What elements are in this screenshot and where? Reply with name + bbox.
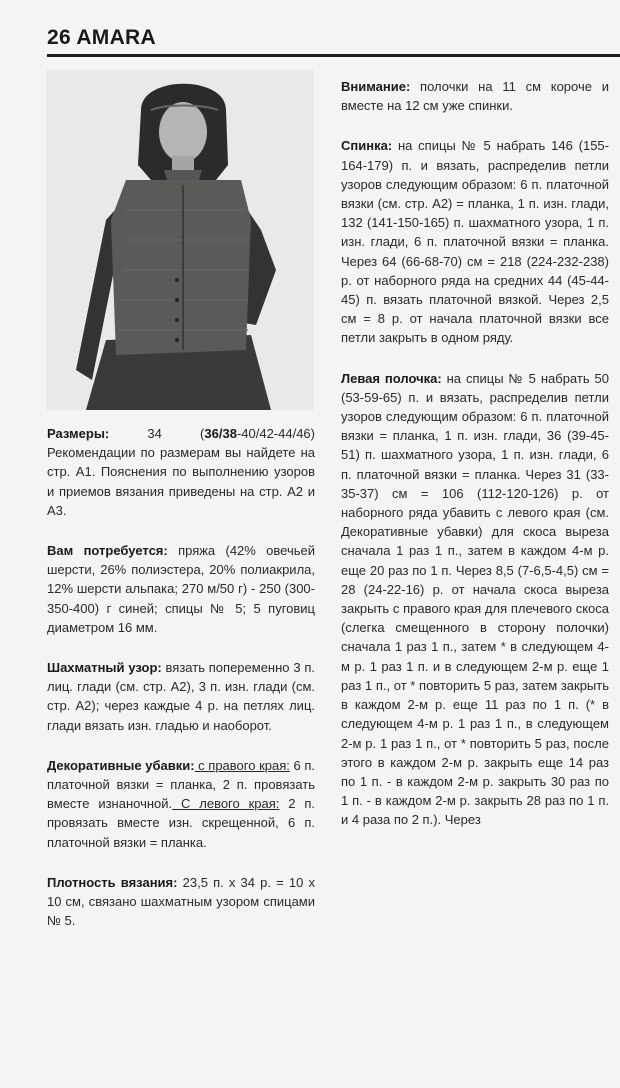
gauge-label: Плотность вязания: xyxy=(47,874,178,890)
attention-paragraph xyxy=(341,77,609,115)
left-front-label: Левая полочка: xyxy=(341,370,442,386)
sizes-paragraph xyxy=(47,424,315,520)
gauge-text: 23,5 п. х 34 р. = 10 х 10 см, связано шахматным узором спицами № 5. xyxy=(47,874,316,929)
sizes-text: Рекомендации по размерам вы найдете на стр. А1. Пояснения по выполнению узоров и приемов вязания приведены на стр. А2 и А3. xyxy=(47,445,315,518)
left-text-column xyxy=(47,424,315,951)
back-paragraph xyxy=(341,136,609,347)
sizes-label: Размеры: xyxy=(47,426,110,441)
right-text-column xyxy=(341,77,609,851)
materials-text: пряжа (42% овечьей шерсти, 26% полиэстера, 20% полиакрила, 12% шерсти альпака; 270 м/50 г) - 250 (300-350-400) г синей; спицы № 5; 5 пуговиц диаметром 16 мм. xyxy=(47,543,316,635)
page-header xyxy=(47,24,620,57)
decreases-paragraph xyxy=(47,756,315,852)
checker-text: вязать попеременно 3 п. лиц. глади (см. стр. А2), 3 п. изн. глади (см. стр. А2); через каждые 4 р. на петлях лиц. глади вязать изн. гладью и наоборот. xyxy=(47,660,316,733)
attention-text: полочки на 11 см короче и вместе на 12 см уже спинки. xyxy=(341,79,609,114)
checker-label: Шахматный узор: xyxy=(47,660,162,676)
materials-paragraph xyxy=(47,541,315,637)
decreases-label: Декоративные убавки: xyxy=(47,757,195,773)
checker-paragraph xyxy=(47,658,315,735)
decreases-right-text: 6 п. платочной вязки = планка, 2 п. провязать вместе изнаночной. xyxy=(47,757,316,812)
sizes-highlight: 36/38 xyxy=(204,426,237,441)
gauge-paragraph xyxy=(47,873,315,931)
decreases-left-label: С левого края: xyxy=(172,796,280,812)
model-illustration xyxy=(46,70,314,410)
decreases-right-label: с правого края: xyxy=(194,757,290,773)
attention-label: Внимание: xyxy=(341,79,411,94)
sizes-value: 34 ( xyxy=(109,426,205,441)
back-text: на спицы № 5 набрать 146 (155-164-179) п. и вязать, распределив петли узоров следующим образом: 6 п. платочной вязки (см. стр. А2) = планка, 1 п. изн. глади, 132 (141-150-165) п. шахматного узора, 1 п. изн. глади, 6 п. платочной вязки = планка. Через 64 (66-68-70) см = 218 (224-232-238) р. от наборного ряда на средних 44 (45-44-45) п. вязать платочной вязкой. Через 2,5 см = 8 р. от начала платочной вязки все петли закрыть в одном ряду. xyxy=(341,138,609,346)
back-label: Спинка: xyxy=(341,138,393,154)
pattern-title: 26 AMARA xyxy=(47,26,156,49)
sizes-value-rest: -40/42-44/46) xyxy=(236,426,315,441)
left-front-text: на спицы № 5 набрать 50 (53-59-65) п. и вязать, распределив петли узоров следующим образом: 6 п. платочной вязки = планка, 1 п. изн. глади, 36 (39-45-51) п. шахматного узора, 1 п. изн. глади, 6 п. платочной вязки = планка. Через 31 (33-35-37) см = 106 (112-120-126) р. от наборного ряда убавить с левого края (см. Декоративные убавки) для скоса выреза сначала 1 раз 1 п., затем в каждом 4-м р. еще 20 раз по 1 п. Через 8,5 (7-6,5-4,5) см = 28 (24-22-16) р. от начала скоса выреза закрыть с правого края для плечевого скоса (слегка смещенного в сторону полочки) сначала 1 раз 1 п., затем * в следующем 4-м р. 1 раз 1 п. и в следующем 2-м р. еще 1 раз 1 п., от * повторить 5 раз, затем закрыть в каждом 2-м р. еще 11 раз по 1 п. (* в следующем 4-м р. 1 раз 1 п., в следующем 2-м р. 1 раз 1 п., от * повторить 5 раз, после этого в каждом 2-м р. закрыть еще 14 раз по 1 п. - в каждом 2-м р. закрыть 30 раз по 1 п. - в каждом 2-м р. закрыть 28 раз по 1 п. и 4 раза по 2 п.). Через xyxy=(341,370,609,828)
materials-label: Вам потребуется: xyxy=(47,543,168,559)
decreases-left-text: 2 п. провязать вместе изн. скрещенной, 6 п. платочной вязки = планка. xyxy=(47,796,316,850)
left-front-paragraph xyxy=(341,369,609,830)
model-photo xyxy=(46,70,314,410)
